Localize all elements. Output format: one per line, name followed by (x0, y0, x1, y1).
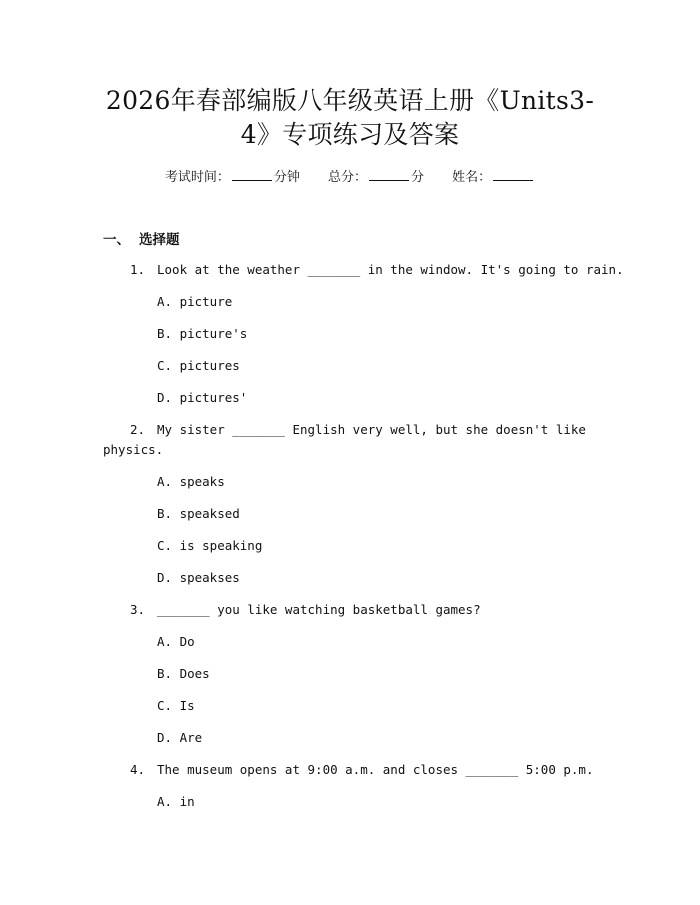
answer-option: B. picture's (157, 326, 248, 341)
student-name-label: 姓名： (452, 170, 492, 185)
answer-option: A. in (157, 794, 195, 809)
student-name-field (452, 168, 535, 188)
student-name-blank (493, 168, 533, 181)
total-score-label: 总分： (327, 170, 367, 185)
section-heading (103, 230, 180, 250)
answer-option: C. Is (157, 698, 195, 713)
section-title: 选择题 (139, 232, 180, 248)
answer-option: D. Are (157, 730, 203, 745)
question-number: 2. (130, 422, 146, 437)
section-number: 一、 (103, 232, 130, 248)
total-score-unit: 分 (411, 170, 425, 185)
answer-option: C. is speaking (157, 538, 263, 553)
question-text-continuation: physics. (103, 442, 164, 457)
question-text: Look at the weather _______ in the window. It's going to rain. (157, 262, 624, 277)
exam-info-row (0, 168, 700, 188)
exam-time-blank (232, 168, 272, 181)
answer-option: C. pictures (157, 358, 240, 373)
page-title-line-2: 4》专项练习及答案 (240, 120, 460, 149)
answer-option: B. speaksed (157, 506, 240, 521)
answer-option: A. Do (157, 634, 195, 649)
question-text: My sister _______ English very well, but she doesn't like (157, 422, 586, 437)
total-score-field (328, 168, 424, 188)
answer-option: A. picture (157, 294, 233, 309)
total-score-blank (369, 168, 409, 181)
question-number: 4. (130, 762, 146, 777)
question-number: 3. (130, 602, 146, 617)
answer-option: D. pictures' (157, 390, 248, 405)
exam-time-field (165, 168, 300, 188)
exam-time-unit: 分钟 (273, 170, 300, 185)
question-text: The museum opens at 9:00 a.m. and closes _______ 5:00 p.m. (157, 762, 594, 777)
question-number: 1. (130, 262, 146, 277)
question-text: _______ you like watching basketball games? (157, 602, 481, 617)
answer-option: D. speakses (157, 570, 240, 585)
page-title-line-1: 2026年春部编版八年级英语上册《Units3- (105, 86, 595, 115)
exam-time-label: 考试时间： (164, 170, 230, 185)
answer-option: B. Does (157, 666, 210, 681)
answer-option: A. speaks (157, 474, 225, 489)
